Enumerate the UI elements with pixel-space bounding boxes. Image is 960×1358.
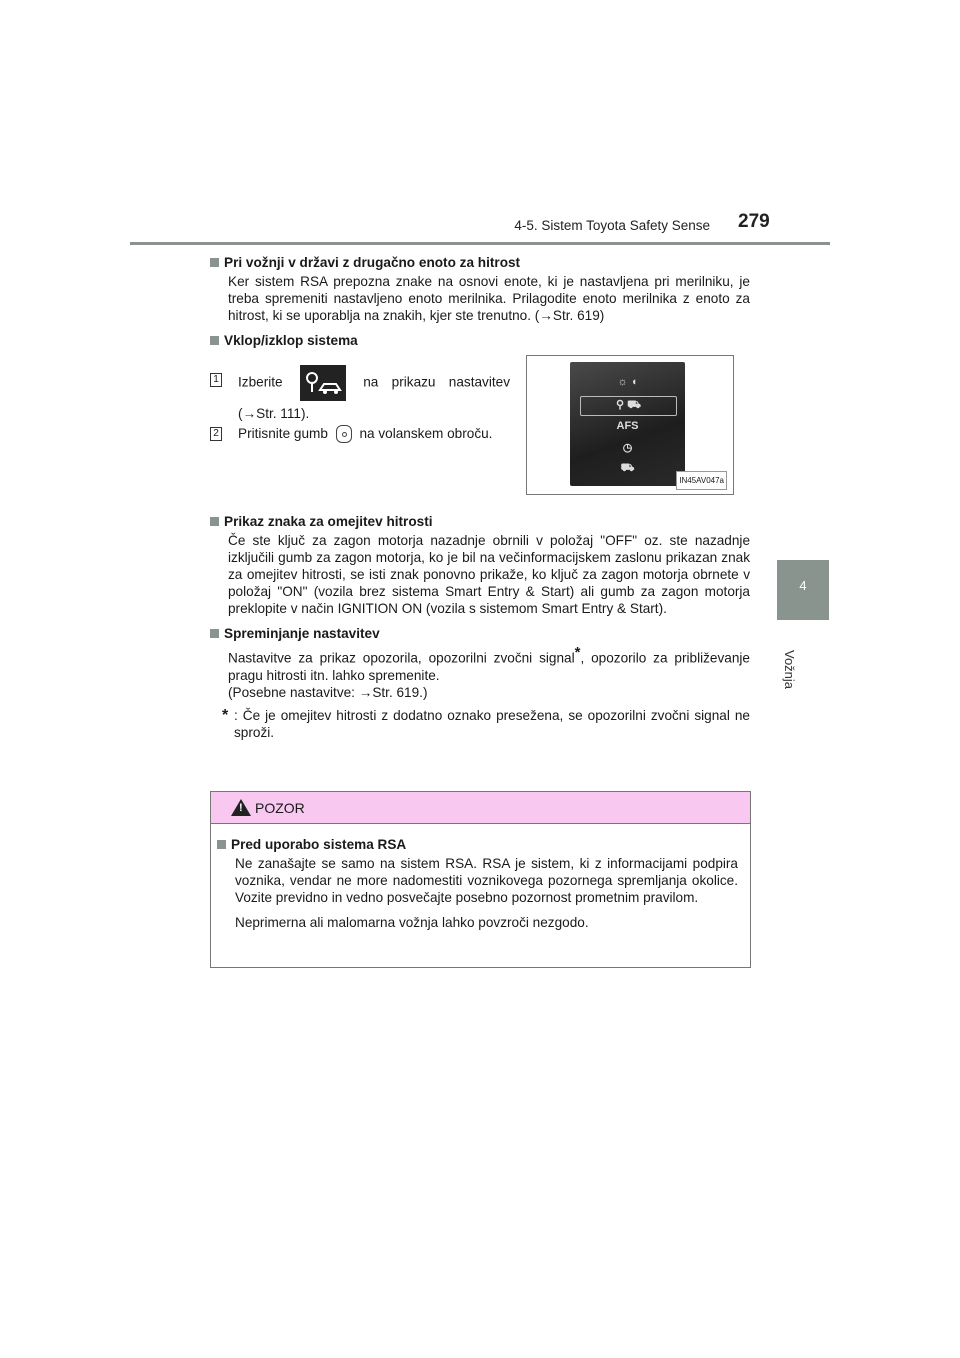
section-body: Nastavitve za prikaz opozorila, opozorilni zvočni signal*, opozorilo za približevanje pragu hitrosti itn. lahko spremenite. (Posebne nastavitve: →Str. 619.) — [228, 644, 750, 700]
square-marker-icon — [210, 258, 219, 267]
section-body: Ker sistem RSA prepozna znake na osnovi enote, ki je nastavljena pri merilniku, je treba spremeniti nastavljeno enoto merilnika. Prilagodite enoto merilnika z enoto za hitrost, ki se uporablja na znakih, kjer ste trenutno. (→Str. 619) — [228, 274, 750, 323]
section-heading — [210, 254, 750, 271]
footnote: * : Če je omejitev hitrosti z dodatno oznako presežena, se opozorilni zvočni signal ne sproži. — [222, 706, 750, 740]
step-text-b: na prikazu nastavitev (→Str. 111). — [238, 374, 511, 421]
steps-block — [210, 355, 750, 507]
section-heading — [210, 625, 750, 642]
heading-text: Spreminjanje nastavitev — [224, 626, 380, 641]
warning-box — [210, 791, 751, 968]
square-marker-icon — [210, 336, 219, 345]
heading-text: Pri vožnji v državi z drugačno enoto za hitrost — [224, 255, 521, 270]
menu-row-rsa-icon: ⚲ ⛟ — [580, 396, 677, 416]
display-screen — [570, 362, 685, 486]
warning-triangle-icon — [231, 799, 251, 816]
warning-text: Neprimerna ali malomarna vožnja lahko povzroči nezgodo. — [235, 915, 589, 930]
step-text-a: Izberite — [238, 374, 283, 390]
warning-heading: Pred uporabo sistema RSA — [217, 836, 738, 853]
warning-title: POZOR — [255, 800, 305, 816]
chapter-label: Vožnja — [782, 650, 797, 690]
section-heading — [210, 332, 750, 349]
warning-text: Ne zanašajte se samo na sistem RSA. RSA je sistem, ki z informacijami podpira voznika, vendar ne more nadomestiti voznikovega pozornega spremljanja okolice. Vozite previdno in vedno posvečajte posebno pozornost prometnim pravilom. — [235, 856, 738, 905]
car-icon: ⛟ — [620, 462, 635, 474]
image-code: IN45AV047a — [676, 471, 727, 490]
step-number: 2 — [210, 427, 222, 441]
display-photo — [526, 355, 734, 495]
steering-switch-icon — [336, 425, 352, 443]
menu-row-icon: ☼ ◖ — [617, 376, 638, 388]
square-marker-icon — [210, 629, 219, 638]
step-1 — [210, 365, 510, 426]
header-rule — [130, 242, 830, 245]
step-text-b: na volanskem obroču. — [359, 426, 493, 441]
square-marker-icon — [210, 517, 219, 526]
heading-text: Prikaz znaka za omejitev hitrosti — [224, 514, 433, 529]
section-body: Če ste ključ za zagon motorja nazadnje obrnili v položaj "OFF" oz. ste nazadnje izključili gumb za zagon motorja, ko je bil na večinformacijskem zaslonu prikazan znak za omejitev hitrosti, se isti znak ponovno prikaže, ko ključ za zagon motorja obrnete v položaj "ON" (vozila brez sistema Smart Entry & Start) ali gumb za zagon motorja preklopite v način IGNITION ON (vozila s sistemom Smart Entry & Start). — [228, 533, 750, 616]
warning-body — [211, 824, 750, 931]
rsa-sign-icon — [300, 365, 346, 401]
menu-row-afs: AFS — [616, 420, 639, 432]
main-content — [210, 254, 750, 741]
step-number: 1 — [210, 373, 222, 387]
chapter-number: 4 — [799, 578, 807, 593]
warning-header — [211, 792, 750, 824]
step-2 — [210, 425, 510, 443]
header-section-title: 4-5. Sistem Toyota Safety Sense — [514, 218, 710, 233]
section-heading — [210, 513, 750, 530]
clock-icon: ◷ — [622, 442, 633, 454]
heading-text: Vklop/izklop sistema — [224, 333, 358, 348]
step-text-a: Pritisnite gumb — [238, 426, 328, 441]
square-marker-icon — [217, 840, 226, 849]
page-number: 279 — [738, 211, 770, 232]
